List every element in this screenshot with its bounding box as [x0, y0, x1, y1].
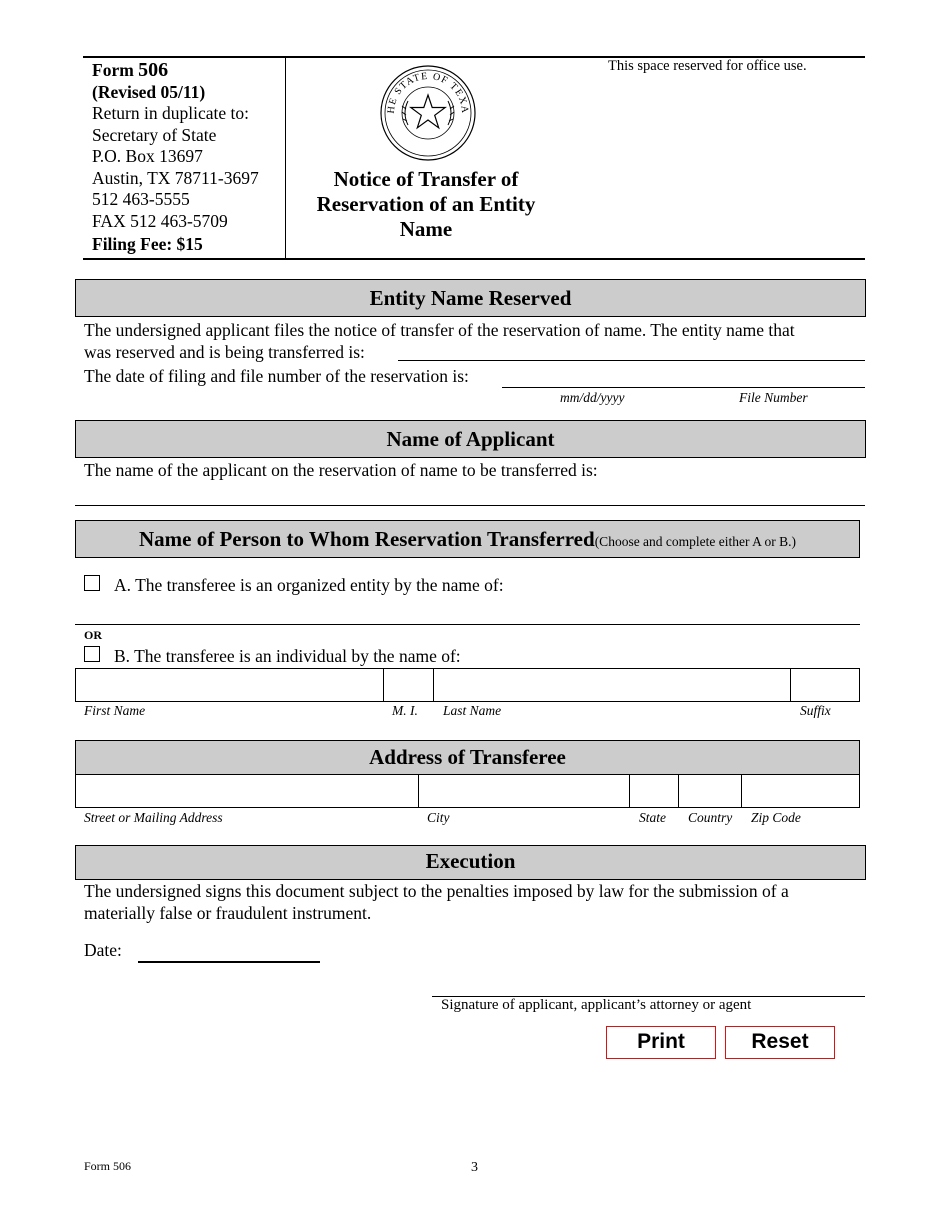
option-b-label: B. The transferee is an individual by the name of: [114, 646, 461, 666]
filing-info [92, 60, 282, 256]
reset-button[interactable]: Reset [725, 1026, 835, 1059]
middle-initial-input[interactable] [383, 668, 434, 702]
print-button[interactable]: Print [606, 1026, 716, 1059]
execution-text: The undersigned signs this document subject to the penalties imposed by law for the submission of a materially false or fraudulent instrument. [84, 881, 789, 923]
state-label: State [639, 810, 666, 825]
zip-code-input[interactable] [741, 774, 860, 808]
header-bottom-rule [83, 258, 865, 260]
footer-form-label: Form 506 [84, 1159, 132, 1173]
filing-fee: Filing Fee: $15 [92, 234, 203, 254]
reservation-date-file-field[interactable] [502, 387, 865, 388]
option-a-checkbox[interactable] [84, 575, 100, 591]
texas-state-seal [378, 63, 478, 163]
applicant-name-field[interactable] [75, 505, 865, 506]
office-use-note: This space reserved for office use. [608, 58, 807, 74]
applicant-heading: Name of Applicant [75, 420, 866, 458]
execution-heading: Execution [75, 845, 866, 880]
country-input[interactable] [678, 774, 742, 808]
state-input[interactable] [629, 774, 679, 808]
mi-label: M. I. [392, 703, 418, 718]
applicant-text: The name of the applicant on the reservation of name to be transferred is: [84, 460, 598, 480]
city-input[interactable] [418, 774, 630, 808]
street-label: Street or Mailing Address [84, 810, 223, 825]
transferee-heading-note: (Choose and complete either A or B.) [594, 534, 797, 549]
entity-intro-text: The undersigned applicant files the notice of transfer of the reservation of name. The entity name that was reserved and is being transferred is: [84, 320, 795, 362]
option-a-label: A. The transferee is an organized entity by the name of: [114, 575, 504, 595]
city-label: City [427, 810, 450, 825]
header-divider [285, 57, 286, 259]
zip-label: Zip Code [751, 810, 801, 825]
first-name-input[interactable] [75, 668, 384, 702]
option-b-checkbox[interactable] [84, 646, 100, 662]
date-format-label: mm/dd/yyyy [560, 390, 625, 405]
entity-name-heading: Entity Name Reserved [75, 279, 866, 317]
return-line: Return in duplicate to: [92, 103, 249, 123]
title-line: Reservation of an Entity [316, 192, 536, 216]
address-line: FAX 512 463-5709 [92, 210, 228, 231]
reservation-date-text: The date of filing and file number of the reservation is: [84, 366, 469, 386]
form-title-block [290, 167, 562, 242]
page-number: 3 [471, 1160, 478, 1175]
entity-name-field[interactable] [398, 360, 865, 361]
revised-date: (Revised 05/11) [92, 81, 206, 102]
address-line: Austin, TX 78711-3697 [92, 167, 259, 188]
address-line: Secretary of State [92, 124, 217, 145]
suffix-label: Suffix [800, 703, 831, 718]
file-number-label: File Number [739, 390, 808, 405]
title-line: Notice of Transfer of [333, 167, 519, 191]
or-label: OR [84, 628, 102, 642]
street-address-input[interactable] [75, 774, 419, 808]
address-heading: Address of Transferee [75, 740, 860, 775]
organized-entity-name-field[interactable] [75, 624, 860, 625]
form-title: Form 506 [92, 59, 169, 81]
country-label: Country [688, 810, 733, 825]
signature-label: Signature of applicant, applicant’s attorney or agent [441, 997, 752, 1013]
suffix-input[interactable] [790, 668, 860, 702]
first-name-label: First Name [84, 703, 146, 718]
last-name-input[interactable] [433, 668, 791, 702]
title-line: Name [399, 217, 453, 241]
transferee-heading: Name of Person to Whom Reservation Transferred(Choose and complete either A or B.) [75, 520, 860, 558]
execution-date-field[interactable] [138, 961, 320, 963]
address-line: P.O. Box 13697 [92, 146, 203, 166]
address-line: 512 463-5555 [92, 189, 190, 209]
last-name-label: Last Name [443, 703, 502, 718]
date-label: Date: [84, 940, 122, 960]
seal-text: HE STATE OF TEXA [385, 70, 471, 115]
